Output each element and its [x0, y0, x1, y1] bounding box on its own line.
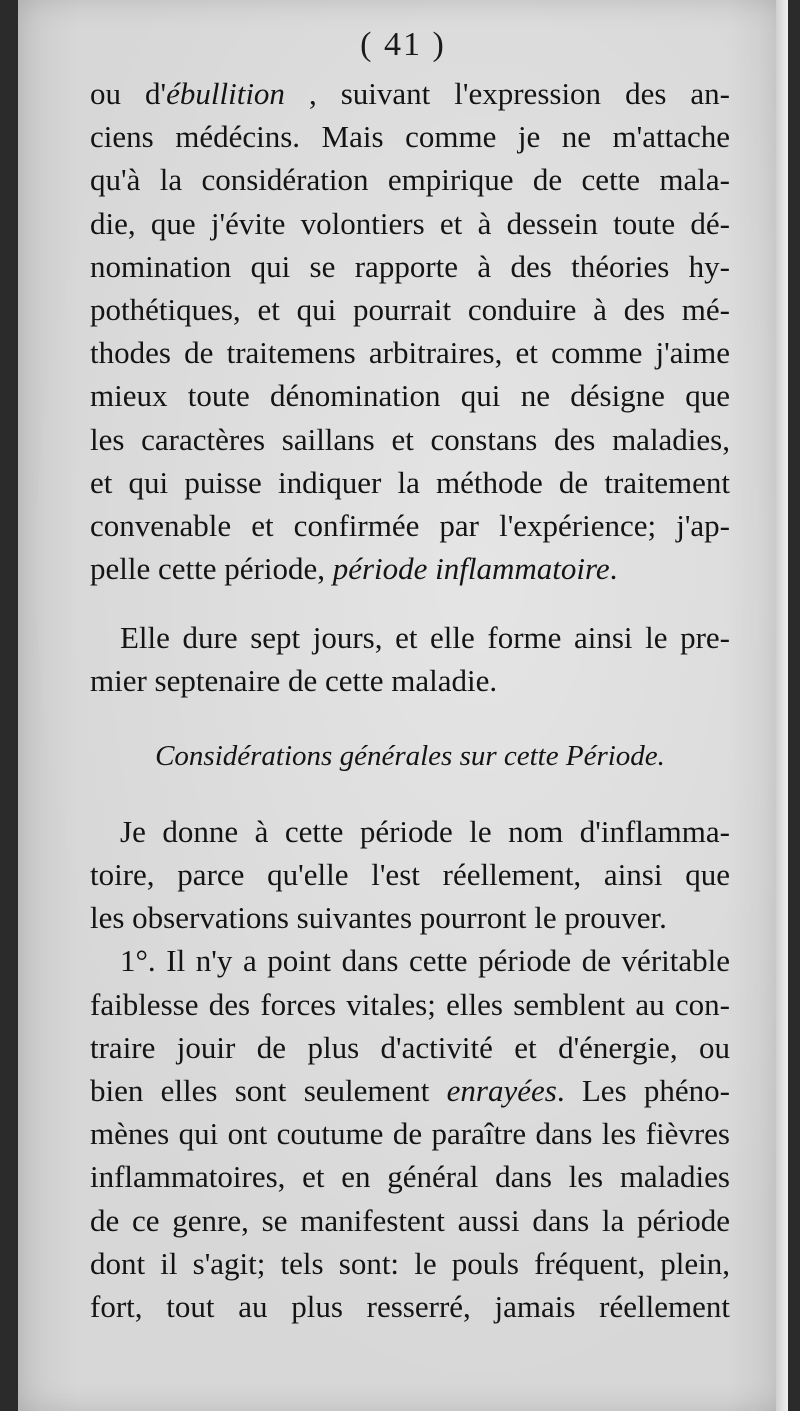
- text-line: [90, 1069, 730, 1112]
- text-block: [90, 72, 730, 1328]
- text-run: et qui puisse indiquer la méthode de traitement: [90, 464, 730, 500]
- text-run: ciens médécins. Mais comme je ne m'attache: [90, 119, 730, 155]
- text-line: [90, 72, 730, 115]
- text-line: [90, 1026, 730, 1069]
- text-line: [90, 1242, 730, 1285]
- text-run: . Les phéno-: [556, 1072, 730, 1108]
- text-line: [90, 1112, 730, 1155]
- paragraph-2: [90, 616, 730, 702]
- text-run: ou d': [90, 76, 167, 111]
- text-run: bien elles sont seulement: [90, 1072, 447, 1108]
- text-run: faiblesse des forces vitales; elles semblent au con-: [90, 986, 730, 1022]
- text-line: [90, 461, 730, 504]
- text-line: [90, 659, 730, 702]
- section-gap: [90, 778, 730, 810]
- text-run: .: [609, 551, 618, 587]
- text-run: fort, tout au plus resserré, jamais réellement: [90, 1288, 730, 1324]
- text-run: pelle cette période,: [90, 551, 333, 587]
- italic-text: période inflammatoire: [332, 551, 610, 587]
- text-line: [90, 331, 730, 374]
- text-line: [90, 1155, 730, 1198]
- text-line: [90, 810, 730, 853]
- text-run: inflammatoires, et en général dans les maladies: [90, 1159, 730, 1195]
- text-line: [90, 245, 730, 288]
- text-run: Elle dure sept jours, et elle forme ainsi le pre-: [120, 620, 730, 656]
- text-run: toire, parce qu'elle l'est réellement, ainsi que: [90, 857, 730, 892]
- text-line: [90, 547, 730, 590]
- page-edge: [776, 0, 788, 1411]
- italic-text: enrayées: [446, 1072, 557, 1108]
- italic-text: ébullition: [166, 76, 285, 111]
- text-line: [90, 983, 730, 1026]
- text-line: [90, 896, 730, 939]
- text-line: [90, 288, 730, 331]
- text-run: nomination qui se rapporte à des théories hy-: [90, 248, 730, 284]
- paragraph-1: [90, 72, 730, 590]
- paragraph-3: [90, 810, 730, 940]
- text-run: dont il s'agit; tels sont: le pouls fréquent, plein,: [90, 1245, 730, 1281]
- text-line: [90, 853, 730, 896]
- text-line: [90, 504, 730, 547]
- text-line: [90, 1285, 730, 1328]
- text-run: pothétiques, et qui pourrait conduire à des mé-: [90, 291, 730, 327]
- text-run: die, que j'évite volontiers et à dessein toute dé-: [90, 205, 730, 241]
- text-line: [90, 1199, 730, 1242]
- text-run: traire jouir de plus d'activité et d'énergie, ou: [90, 1029, 730, 1065]
- text-run: , suivant l'expression des an-: [284, 76, 730, 111]
- section-gap: [90, 703, 730, 735]
- paragraph-gap: [90, 590, 730, 616]
- text-run: les observations suivantes pourront le prouver.: [90, 900, 667, 936]
- page-number: ( 41 ): [360, 26, 446, 63]
- text-line: [90, 418, 730, 461]
- text-run: mieux toute dénomination qui ne désigne que: [90, 378, 730, 414]
- text-line: [90, 374, 730, 417]
- text-run: thodes de traitemens arbitraires, et comme j'aime: [90, 335, 730, 371]
- text-run: Je donne à cette période le nom d'inflamma-: [120, 813, 730, 849]
- text-line: [90, 202, 730, 245]
- text-run: les caractères saillans et constans des maladies,: [90, 421, 730, 457]
- text-line: [90, 616, 730, 659]
- paragraph-4: [90, 939, 730, 1328]
- book-page: [18, 0, 788, 1411]
- text-run: qu'à la considération empirique de cette mala-: [90, 162, 730, 198]
- text-run: mier septenaire de cette maladie.: [90, 663, 498, 699]
- text-run: 1°. Il n'y a point dans cette période de véritable: [120, 943, 730, 979]
- text-line: [90, 939, 730, 982]
- text-line: [90, 115, 730, 158]
- text-run: de ce genre, se manifestent aussi dans la période: [90, 1202, 730, 1238]
- section-heading: Considérations générales sur cette Période.: [155, 739, 665, 772]
- text-run: mènes qui ont coutume de paraître dans les fièvres: [90, 1116, 730, 1152]
- text-line: [90, 158, 730, 201]
- text-run: convenable et confirmée par l'expérience; j'ap-: [90, 507, 730, 543]
